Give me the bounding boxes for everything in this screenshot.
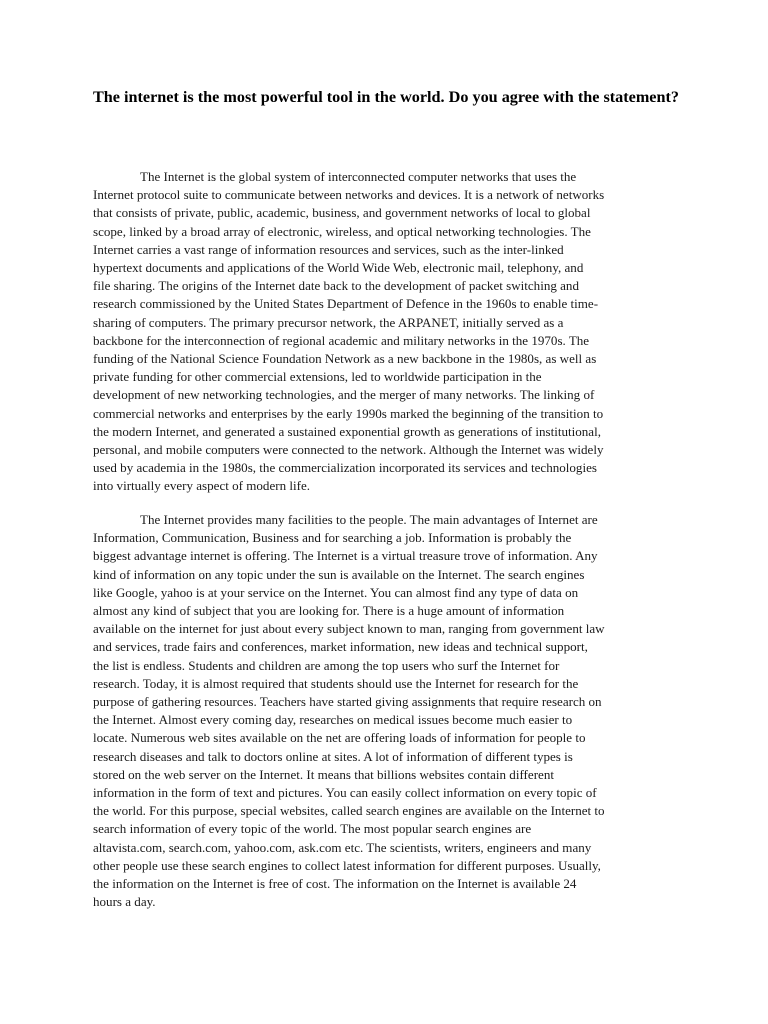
paragraph-line: search information of every topic of the world. The most popular search engines are (93, 821, 532, 837)
paragraph-line: the modern Internet, and generated a sustained exponential growth as generations of institutional, (93, 423, 601, 439)
paragraph-line: sharing of computers. The primary precursor network, the ARPANET, initially served as a (93, 314, 564, 330)
paragraph-line: Internet carries a vast range of information resources and services, such as the inter-linked (93, 241, 564, 257)
paragraph-line: used by academia in the 1980s, the commercialization incorporated its services and technologies (93, 460, 597, 476)
paragraph-line: other people use these search engines to collect latest information for different purposes. Usually, (93, 857, 601, 873)
paragraph-line: development of new networking technologies, and the merger of many networks. The linking of (93, 387, 595, 403)
paragraph-line: hours a day. (93, 894, 156, 910)
paragraph-line: almost any kind of subject that you are looking for. There is a huge amount of information (93, 603, 565, 619)
paragraph-line: private funding for other commercial extensions, led to worldwide participation in the (93, 369, 542, 385)
paragraph-line: stored on the web server on the Internet. It means that billions websites contain different (93, 766, 554, 782)
paragraph-line: research diseases and talk to doctors online at sites. A lot of information of different types is (93, 748, 573, 764)
paragraph-line: Internet protocol suite to communicate between networks and devices. It is a network of networks (93, 187, 605, 203)
paragraph-line: kind of information on any topic under the sun is available on the Internet. The search engines (93, 566, 585, 582)
paragraph-line: funding of the National Science Foundation Network as a new backbone in the 1980s, as well as (93, 351, 597, 367)
paragraph-line: locate. Numerous web sites available on the net are offering loads of information for people to (93, 730, 586, 746)
paragraph-line: the world. For this purpose, special websites, called search engines are available on the Internet to (93, 803, 605, 819)
paragraph-line: file sharing. The origins of the Internet date back to the development of packet switching and (93, 278, 579, 294)
document-title: The internet is the most powerful tool in the world. Do you agree with the statement? (93, 88, 679, 106)
paragraph-2 (93, 511, 675, 911)
paragraph-line: the Internet. Almost every coming day, researches on medical issues become much easier to (93, 712, 573, 728)
paragraph-line: and services, trade fairs and conferences, market information, new ideas and technical support, (93, 639, 588, 655)
paragraph-1 (93, 168, 675, 496)
paragraph-line: The Internet provides many facilities to the people. The main advantages of Internet are (140, 512, 598, 527)
paragraph-line: scope, linked by a broad array of electronic, wireless, and optical networking technologies. The (93, 223, 591, 239)
paragraph-line: into virtually every aspect of modern life. (93, 478, 311, 494)
paragraph-line: available on the internet for just about every subject known to man, ranging from government law (93, 621, 605, 637)
paragraph-line: commercial networks and enterprises by the early 1990s marked the beginning of the transition to (93, 405, 604, 421)
paragraph-line: the list is endless. Students and children are among the top users who surf the Internet for (93, 657, 560, 673)
paragraph-line: information in the form of text and pictures. You can easily collect information on every topic of (93, 785, 597, 801)
paragraph-line: like Google, yahoo is at your service on the Internet. You can almost find any type of data on (93, 584, 579, 600)
paragraph-line: The Internet is the global system of interconnected computer networks that uses the (140, 169, 577, 184)
paragraph-line: hypertext documents and applications of the World Wide Web, electronic mail, telephony, and (93, 260, 584, 276)
paragraph-line: backbone for the interconnection of regional academic and military networks in the 1970s. The (93, 332, 590, 348)
paragraph-line: personal, and mobile computers were connected to the network. Although the Internet was widely (93, 442, 604, 458)
paragraph-line: purpose of gathering resources. Teachers have started giving assignments that require research on (93, 694, 602, 710)
paragraph-line: Information, Communication, Business and for searching a job. Information is probably the (93, 530, 572, 546)
paragraph-line: that consists of private, public, academic, business, and government networks of local to global (93, 205, 591, 221)
paragraph-line: the information on the Internet is free of cost. The information on the Internet is available 24 (93, 876, 577, 892)
paragraph-line: biggest advantage internet is offering. The Internet is a virtual treasure trove of information. Any (93, 548, 598, 564)
paragraph-line: altavista.com, search.com, yahoo.com, ask.com etc. The scientists, writers, engineers and many (93, 839, 592, 855)
paragraph-line: research commissioned by the United States Department of Defence in the 1960s to enable time- (93, 296, 599, 312)
paragraph-line: research. Today, it is almost required that students should use the Internet for research for the (93, 675, 579, 691)
